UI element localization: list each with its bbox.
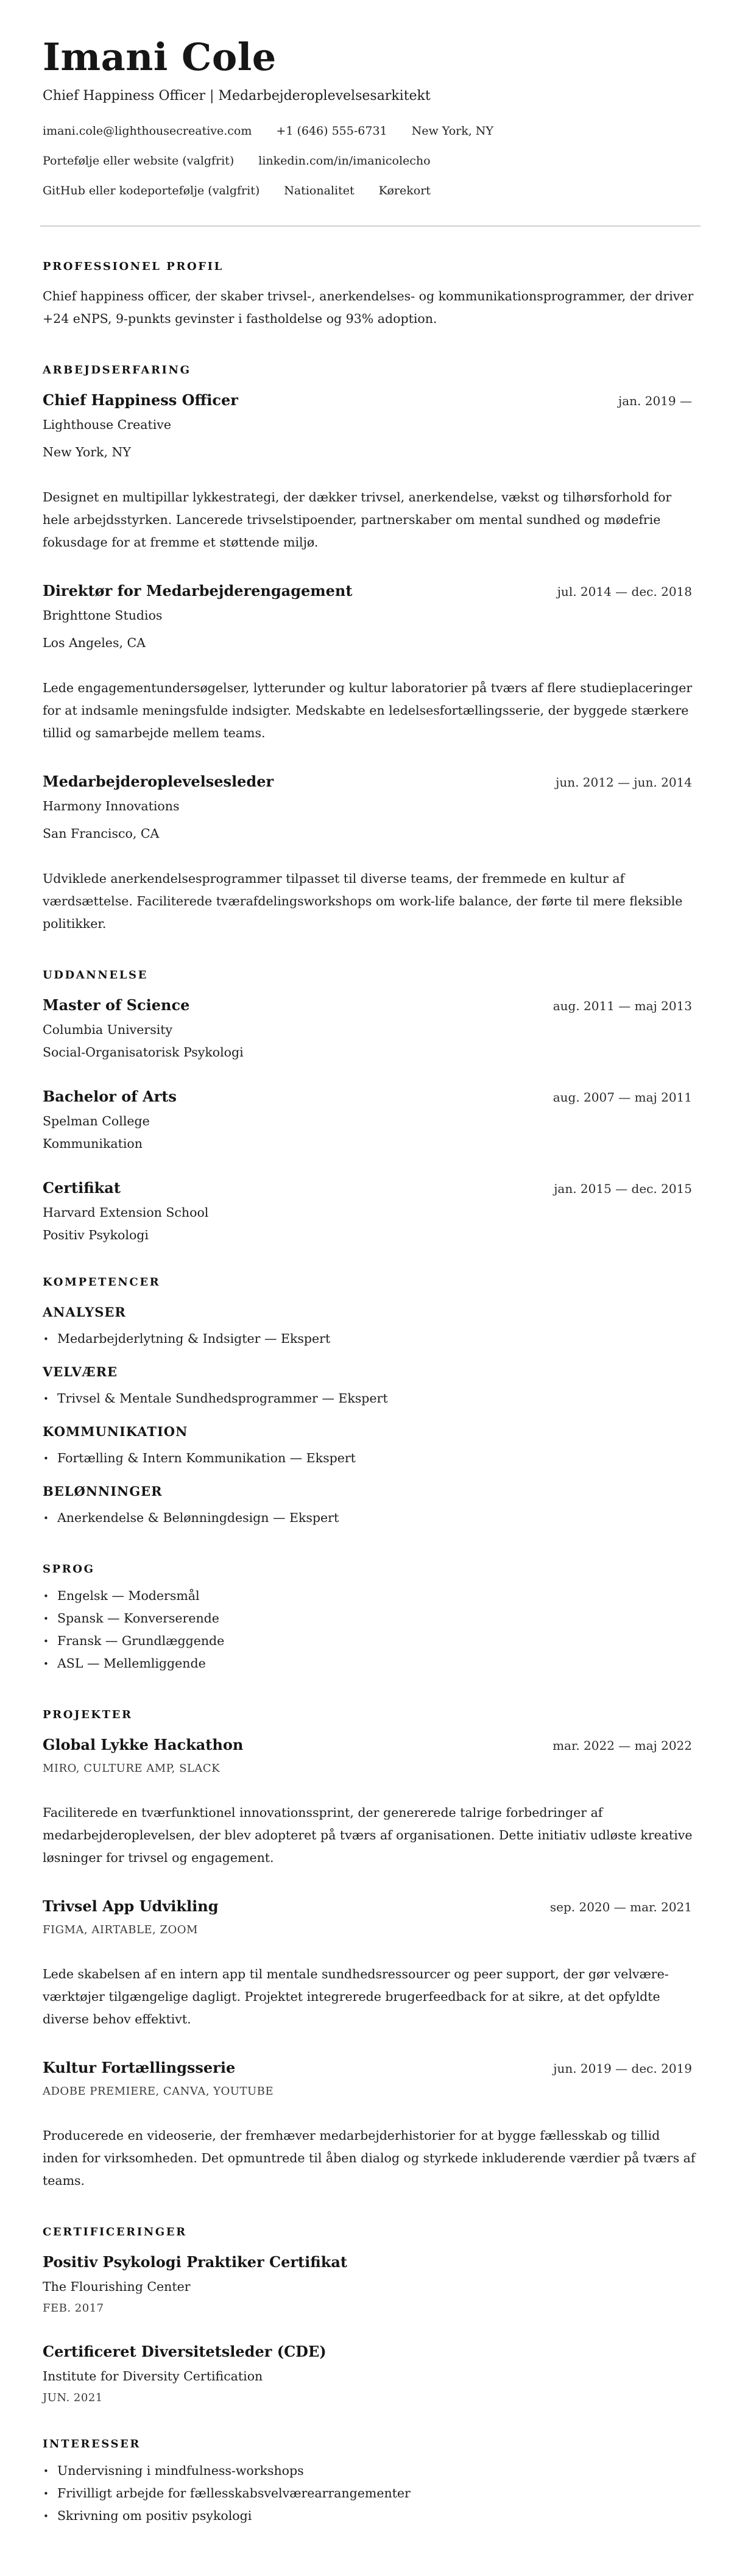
contact-info xyxy=(43,124,696,199)
job-location: San Francisco, CA xyxy=(43,826,160,841)
job-company: Harmony Innovations xyxy=(43,798,180,813)
certification-issuer: Institute for Diversity Certification xyxy=(43,2368,263,2383)
skill-group-title: ANALYSER xyxy=(43,1304,126,1320)
certification-entries xyxy=(43,2253,696,2404)
job-entry xyxy=(43,391,696,554)
project-description: Lede skabelsen af en intern app til mentale sundhedsressourcer og peer support, der gør velvære-værktøjer tilgængelige dagligt. Projektet integrerede brugerfeedback for at sikre, at det opfyldte diverse behov effektivt. xyxy=(43,1966,669,2026)
interest-list xyxy=(43,2460,696,2527)
skill-group-title: KOMMUNIKATION xyxy=(43,1423,188,1439)
skill-item: • Medarbejderlytning & Indsigter — Ekspert xyxy=(43,1328,696,1350)
language-list xyxy=(43,1585,696,1675)
contact-drivers-license: Kørekort xyxy=(378,183,431,197)
job-title: Direktør for Medarbejderengagement xyxy=(43,581,353,600)
field-of-study: Positiv Psykologi xyxy=(43,1227,149,1242)
section-education xyxy=(43,969,696,1242)
project-title: Kultur Fortællingsserie xyxy=(43,2058,236,2076)
section-heading-experience: ARBEJDSERFARING xyxy=(43,363,191,377)
education-head xyxy=(43,1088,696,1105)
field-of-study: Kommunikation xyxy=(43,1136,143,1151)
job-company: Brighttone Studios xyxy=(43,607,163,623)
section-interests xyxy=(43,2438,696,2527)
job-entry xyxy=(43,773,696,935)
job-location: Los Angeles, CA xyxy=(43,635,146,650)
project-head xyxy=(43,1897,696,1915)
project-head xyxy=(43,1736,696,1753)
skill-list xyxy=(43,1507,696,1529)
contact-linkedin: linkedin.com/in/imanicolecho xyxy=(258,154,431,168)
job-company: Lighthouse Creative xyxy=(43,417,171,432)
skill-group xyxy=(43,1364,696,1410)
language-item: • ASL — Mellemliggende xyxy=(43,1652,696,1675)
project-title: Trivsel App Udvikling xyxy=(43,1897,219,1915)
section-heading-languages: SPROG xyxy=(43,1562,95,1576)
education-entry xyxy=(43,1088,696,1151)
certification-date: JUN. 2021 xyxy=(43,2391,103,2404)
contact-row xyxy=(43,154,696,169)
job-head xyxy=(43,773,696,790)
contact-location: New York, NY xyxy=(411,124,493,138)
section-heading-interests: INTERESSER xyxy=(43,2437,141,2450)
skill-group-title: BELØNNINGER xyxy=(43,1483,163,1499)
field-of-study: Social-Organisatorisk Psykologi xyxy=(43,1044,244,1060)
education-head xyxy=(43,1179,696,1197)
education-date: jan. 2015 — dec. 2015 xyxy=(554,1181,692,1196)
skill-item: • Anerkendelse & Belønningdesign — Ekspert xyxy=(43,1507,696,1529)
skill-group xyxy=(43,1424,696,1470)
certification-entry xyxy=(43,2253,696,2315)
section-projects xyxy=(43,1708,696,2192)
section-certifications xyxy=(43,2226,696,2404)
skill-item: • Trivsel & Mentale Sundhedsprogrammer — Ekspert xyxy=(43,1387,696,1410)
candidate-title: Chief Happiness Officer | Medarbejderoplevelsesarkitekt xyxy=(43,88,431,104)
education-entry xyxy=(43,996,696,1060)
project-date: sep. 2020 — mar. 2021 xyxy=(549,1899,692,1914)
job-description: Lede engagementundersøgelser, lytterunder og kultur laboratorier på tværs af flere studieplaceringer for at indsamle meningsfulde indsigter. Medskabte en ledelsesfortællingsserie, der byggede stærkere tillid og samarbejde mellem teams. xyxy=(43,680,693,740)
job-title: Chief Happiness Officer xyxy=(43,391,238,409)
job-location: New York, NY xyxy=(43,444,131,459)
education-entry xyxy=(43,1179,696,1242)
skill-item: • Fortælling & Intern Kommunikation — Ekspert xyxy=(43,1447,696,1470)
section-heading-skills: KOMPETENCER xyxy=(43,1275,161,1289)
degree-title: Bachelor of Arts xyxy=(43,1087,177,1105)
interest-item: • Skrivning om positiv psykologi xyxy=(43,2505,696,2527)
experience-entries xyxy=(43,391,696,935)
education-head xyxy=(43,996,696,1014)
contact-row xyxy=(43,124,696,139)
certification-entry xyxy=(43,2343,696,2404)
certification-title: Certificeret Diversitetsleder (CDE) xyxy=(43,2342,327,2360)
skill-group xyxy=(43,1484,696,1529)
language-item: • Spansk — Konverserende xyxy=(43,1607,696,1630)
certification-title: Positiv Psykologi Praktiker Certifikat xyxy=(43,2252,347,2271)
project-tools: FIGMA, AIRTABLE, ZOOM xyxy=(43,1923,198,1936)
language-item: • Fransk — Grundlæggende xyxy=(43,1630,696,1652)
skill-list xyxy=(43,1387,696,1410)
skill-group xyxy=(43,1304,696,1350)
interest-item: • Undervisning i mindfulness-workshops xyxy=(43,2460,696,2482)
section-heading-education: UDDANNELSE xyxy=(43,968,148,982)
profile-summary: Chief happiness officer, der skaber trivsel-, anerkendelses- og kommunikationsprogrammer, der driver +24 eNPS, 9-punkts gevinster i fastholdelse og 93% adoption. xyxy=(43,288,694,326)
resume-header xyxy=(43,35,696,227)
contact-row xyxy=(43,183,696,199)
project-entries xyxy=(43,1736,696,2192)
section-skills xyxy=(43,1276,696,1529)
certification-issuer: The Flourishing Center xyxy=(43,2279,191,2294)
header-divider xyxy=(40,225,701,227)
job-head xyxy=(43,582,696,600)
certification-date: FEB. 2017 xyxy=(43,2301,104,2315)
project-entry xyxy=(43,1736,696,1869)
language-item: • Engelsk — Modersmål xyxy=(43,1585,696,1607)
contact-github: GitHub eller kodeportefølje (valgfrit) xyxy=(43,183,260,197)
skill-groups xyxy=(43,1304,696,1529)
education-date: aug. 2011 — maj 2013 xyxy=(553,998,692,1013)
contact-portfolio: Portefølje eller website (valgfrit) xyxy=(43,154,235,168)
section-profile xyxy=(43,260,696,330)
project-date: mar. 2022 — maj 2022 xyxy=(553,1738,692,1753)
project-date: jun. 2019 — dec. 2019 xyxy=(553,2061,692,2076)
project-entry xyxy=(43,1897,696,2031)
job-date: jan. 2019 — xyxy=(618,393,692,408)
job-date: jun. 2012 — jun. 2014 xyxy=(556,774,692,790)
contact-email: imani.cole@lighthousecreative.com xyxy=(43,124,252,138)
contact-nationality: Nationalitet xyxy=(284,183,355,197)
project-description: Producerede en videoserie, der fremhæver medarbejderhistorier for at bygge fællesskab og tillid inden for virksomheden. Det opmuntrede til åben dialog og styrkede inkluderende værdier på tværs af teams. xyxy=(43,2128,696,2188)
candidate-name: Imani Cole xyxy=(43,35,277,79)
job-description: Designet en multipillar lykkestrategi, der dækker trivsel, anerkendelse, vækst og tilhørsforhold for hele arbejdsstyrken. Lancerede trivselstipoender, partnerskaber om mental sundhed og mødefrie fokusdage for at fremme et støttende miljø. xyxy=(43,489,672,550)
section-heading-profile: PROFESSIONEL PROFIL xyxy=(43,260,224,273)
project-tools: ADOBE PREMIERE, CANVA, YOUTUBE xyxy=(43,2084,274,2098)
education-date: aug. 2007 — maj 2011 xyxy=(553,1089,692,1105)
job-entry xyxy=(43,582,696,745)
section-heading-projects: PROJEKTER xyxy=(43,1708,133,1721)
project-head xyxy=(43,2059,696,2076)
section-languages xyxy=(43,1563,696,1675)
job-head xyxy=(43,391,696,409)
education-entries xyxy=(43,996,696,1242)
skill-group-title: VELVÆRE xyxy=(43,1364,118,1379)
section-heading-certifications: CERTIFICERINGER xyxy=(43,2225,187,2238)
school-name: Harvard Extension School xyxy=(43,1205,209,1220)
project-entry xyxy=(43,2059,696,2192)
project-tools: MIRO, CULTURE AMP, SLACK xyxy=(43,1761,221,1775)
skill-list xyxy=(43,1328,696,1350)
contact-phone: +1 (646) 555-6731 xyxy=(276,124,387,138)
degree-title: Certifikat xyxy=(43,1178,121,1197)
project-description: Faciliterede en tværfunktionel innovationssprint, der genererede talrige forbedringer af medarbejderoplevelsen, der blev adopteret på tværs af organisationen. Dette initiativ udløste kreative løsninger for trivsel og engagement. xyxy=(43,1805,693,1865)
job-title: Medarbejderoplevelsesleder xyxy=(43,772,274,790)
degree-title: Master of Science xyxy=(43,996,190,1014)
school-name: Columbia University xyxy=(43,1022,173,1037)
school-name: Spelman College xyxy=(43,1113,150,1128)
job-date: jul. 2014 — dec. 2018 xyxy=(557,584,692,599)
project-title: Global Lykke Hackathon xyxy=(43,1735,244,1753)
job-description: Udviklede anerkendelsesprogrammer tilpasset til diverse teams, der fremmede en kultur af værdsættelse. Faciliterede tværafdelingsworkshops om work-life balance, der førte til mere fleksible politikker. xyxy=(43,871,683,931)
skill-list xyxy=(43,1447,696,1470)
section-experience xyxy=(43,364,696,935)
interest-item: • Frivilligt arbejde for fællesskabsvelværearrangementer xyxy=(43,2482,696,2505)
